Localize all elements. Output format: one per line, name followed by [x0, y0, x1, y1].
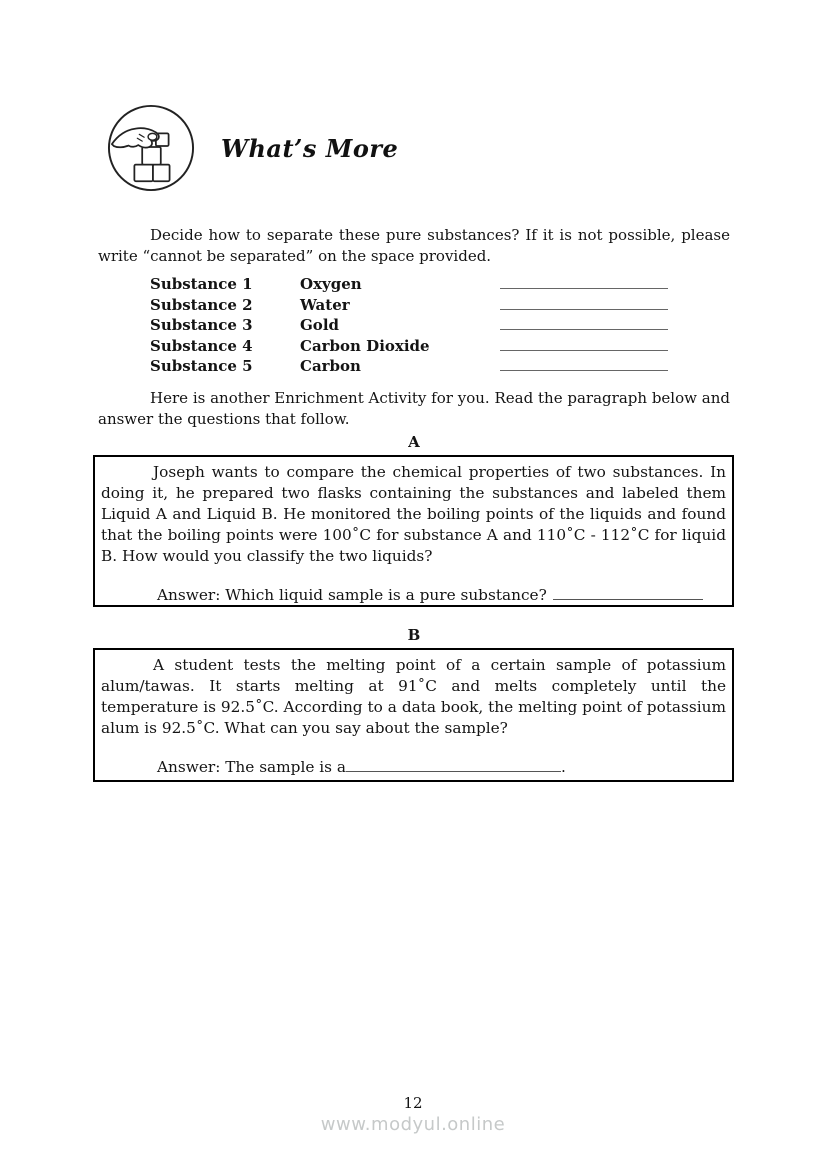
problem-box-b	[93, 648, 734, 782]
answer-blank[interactable]	[346, 757, 561, 772]
section-a-label: A	[408, 433, 420, 451]
problem-b-paragraph: A student tests the melting point of a certain sample of potassium alum/tawas. It starts melting at 91˚C and melts completely until the temperature is 92.5˚C. According to a data book, the melting point of potassium alum is 92.5˚C. What can you say about the sample?	[101, 656, 726, 737]
answer-blank[interactable]	[500, 335, 668, 351]
problem-a-answer-line	[101, 585, 726, 606]
problem-b-answer-period: .	[561, 758, 566, 776]
substance-name: Gold	[300, 316, 340, 335]
section-header	[107, 104, 398, 192]
page-title: What’s More	[221, 133, 399, 163]
substance-row	[150, 294, 670, 315]
page-number: 12	[403, 1094, 423, 1112]
answer-blank[interactable]	[500, 273, 668, 289]
problem-a-answer-prompt: Answer: Which liquid sample is a pure substance?	[157, 586, 547, 604]
substance-row	[150, 314, 670, 335]
substance-label: Substance 5	[150, 357, 253, 376]
substance-name: Carbon	[300, 357, 361, 376]
substance-list	[150, 273, 670, 376]
hand-stacking-blocks-icon	[107, 104, 195, 192]
substance-name: Water	[300, 295, 350, 314]
enrichment-intro-paragraph: Here is another Enrichment Activity for you. Read the paragraph below and answer the questions that follow.	[98, 389, 730, 428]
substance-label: Substance 3	[150, 316, 253, 335]
intro-paragraph: Decide how to separate these pure substances? If it is not possible, please write “cannot be separated” on the space provided.	[98, 226, 730, 265]
section-b-label: B	[407, 626, 421, 644]
substance-label: Substance 4	[150, 336, 253, 355]
substance-label: Substance 2	[150, 295, 253, 314]
answer-blank[interactable]	[500, 294, 668, 310]
answer-blank[interactable]	[500, 355, 668, 371]
problem-b-answer-line	[101, 757, 726, 778]
problem-a-paragraph: Joseph wants to compare the chemical properties of two substances. In doing it, he prepared two flasks containing the substances and labeled them Liquid A and Liquid B. He monitored the boiling points of the liquids and found that the boiling points were 100˚C for substance A and 110˚C - 112˚C for liquid B. How would you classify the two liquids?	[101, 463, 726, 565]
substance-label: Substance 1	[150, 275, 253, 293]
substance-row	[150, 355, 670, 376]
substance-row	[150, 273, 670, 294]
answer-blank[interactable]	[553, 585, 703, 600]
watermark: www.modyul.online	[320, 1114, 506, 1135]
substance-name: Carbon Dioxide	[300, 336, 430, 355]
problem-box-a	[93, 455, 734, 607]
answer-blank[interactable]	[500, 314, 668, 330]
substance-name: Oxygen	[300, 275, 362, 293]
problem-b-answer-prompt: Answer: The sample is a	[157, 758, 346, 776]
substance-row	[150, 335, 670, 356]
